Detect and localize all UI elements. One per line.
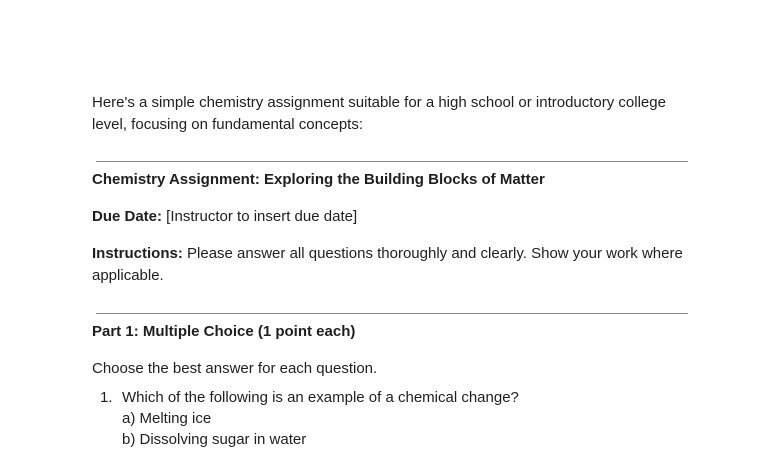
instructions-text: Please answer all questions thoroughly and clearly. Show your work where applicable. [92,245,683,284]
due-date-value: [Instructor to insert due date] [162,208,358,225]
horizontal-divider [96,161,688,162]
due-date-label: Due Date: [92,208,163,225]
part1-direction: Choose the best answer for each question. [92,360,378,377]
intro-paragraph: Here's a simple chemistry assignment suitable for a high school or introductory college level, focusing on fundamental concepts: [92,94,666,133]
instructions-paragraph [92,243,692,287]
instructions-label: Instructions: [92,245,183,262]
question-number: 1. [100,389,113,406]
horizontal-divider [96,313,688,314]
assignment-title: Chemistry Assignment: Exploring the Building Blocks of Matter [92,171,545,188]
question-option: a) Melting ice [122,410,212,427]
due-date-line [92,206,357,228]
question-option: b) Dissolving sugar in water [122,431,307,448]
part1-heading: Part 1: Multiple Choice (1 point each) [92,323,356,340]
question-text: Which of the following is an example of a chemical change? [122,389,519,406]
